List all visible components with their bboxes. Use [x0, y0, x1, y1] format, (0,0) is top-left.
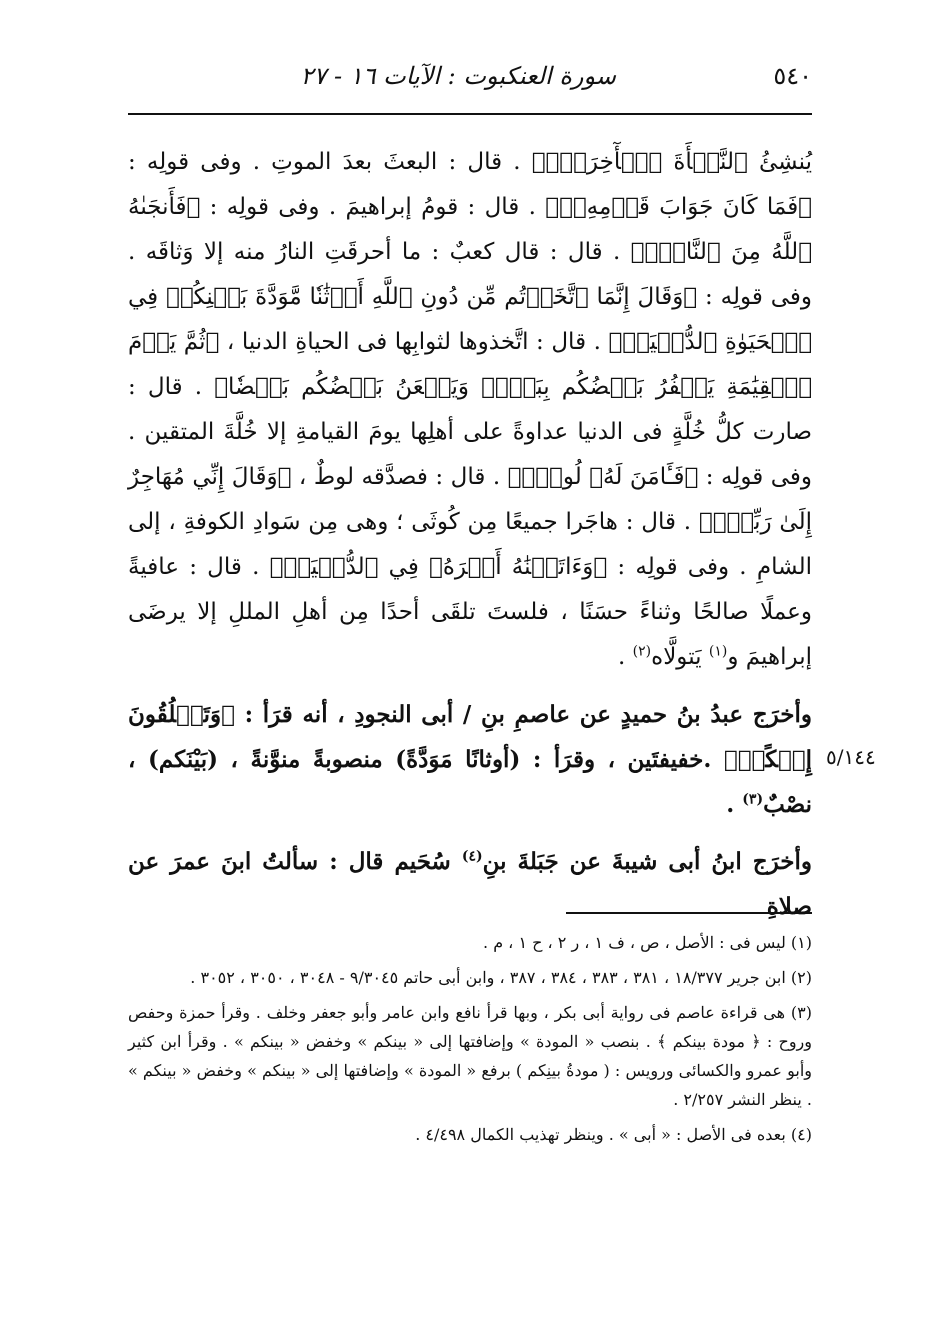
running-head: سورة العنكبوت : الآيات ١٦ - ٢٧	[300, 62, 616, 90]
paragraph-2-text: وأخرَج عبدُ بنُ حميدٍ عن عاصمِ بنِ / أبى النجودِ ، أنه قرَأ : ﴿وَتَخۡلُقُونَ إِفۡكًاۚ﴾ .خفيفتَين ، وقرَأ : (أوثانًا مَوَدَّةً) منصوبةً منوَّنةً ، (بَيْنَكم) ، نصْبٌ	[128, 701, 812, 818]
paragraph-3-end: سُحَيم قال : سألتُ ابنَ عمرَ عن صلاةِ	[128, 848, 812, 920]
footnote-4: (٤) بعده فى الأصل : « أبى » . وينظر تهذيب الكمال ٤/٤٩٨ .	[415, 1125, 812, 1144]
footnote-ref-1: (١)	[708, 643, 728, 660]
header-rule	[128, 113, 812, 115]
paragraph-1	[128, 140, 812, 680]
paragraph-2	[128, 692, 812, 827]
footnote-ref-2: (٢)	[632, 643, 652, 660]
page-number: ٥٤٠	[773, 62, 812, 90]
footnote-ref-3: (٣)	[742, 791, 764, 808]
paragraph-1-tail: يَتولَّاه	[651, 644, 702, 670]
footnote-ref-4: (٤)	[461, 848, 483, 865]
paragraph-3	[128, 839, 812, 929]
paragraph-1-text: يُنشِئُ ٱلنَّشۡأَةَ ٱلۡأٓخِرَةَۚ﴾ . قال : البعثَ بعدَ الموتِ . وفى قولِه : ﴿فَمَا كَانَ جَوَابَ قَوۡمِهِۦٓ﴾ . قال : قومُ إبراهيمَ . وفى قولِه : ﴿فَأَنجَىٰهُ ٱللَّهُ مِنَ ٱلنَّارِۚ﴾ . قال : قال كعبٌ : ما أحرقَتِ النارُ منه إلا وَثاقَه . وفى قولِه : ﴿وَقَالَ إِنَّمَا ٱتَّخَذۡتُم مِّن دُونِ ٱللَّهِ أَوۡثَٰنٗا مَّوَدَّةَ بَيۡنِكُمۡ فِي ٱلۡحَيَوٰةِ ٱلدُّنۡيَاۖ﴾ . قال : اتَّخذوها لثوابِها فى الحياةِ الدنيا ، ﴿ثُمَّ يَوۡمَ ٱلۡقِيَٰمَةِ يَكۡفُرُ بَعۡضُكُم بِبَعۡضٖ وَيَلۡعَنُ بَعۡضُكُم بَعۡضٗا﴾ . قال : صارت كلُّ خُلَّةٍ فى الدنيا عداوةً على أهلِها يومَ القيامةِ إلا خُلَّةَ المتقين . وفى قولِه : ﴿فَـَٔامَنَ لَهُۥ لُوطٞۘ﴾ . قال : فصدَّقه لوطٌ ، ﴿وَقَالَ إِنِّي مُهَاجِرٌ إِلَىٰ رَبِّيٓۖ﴾ . قال : هاجَرا جميعًا مِن كُوثَى ؛ وهى مِن سَوادِ الكوفةِ ، إلى الشامِ . وفى قولِه : ﴿وَءَاتَيۡنَٰهُ أَجۡرَهُۥ فِي ٱلدُّنۡيَاۖ﴾ . قال : عافيةً وعملًا صالحًا وثناءً حسَنًا ، فلستَ تلقَى أحدًا مِن أهلِ المللِ إلا يرضَى إبراهيمَ و	[128, 149, 812, 670]
paragraph-2-end: .	[726, 791, 735, 818]
page-header	[128, 56, 812, 96]
main-text	[128, 140, 812, 929]
margin-reference: ٥/١٤٤	[826, 745, 876, 769]
footnote-3: (٣) هى قراءة عاصم فى رواية أبى بكر ، وبها قرأ نافع وابن عامر وأبو جعفر وخلف . وقرأ حمزة وحفص وروح : ﴿ مودة بينكم ﴾ . بنصب « المودة » وإضافتها إلى « بينكم » وخفض « بينكم » . وقرأ ابن كثير وأبو عمرو والكسائى ورويس : ( مودةُ بينِكم ) برفع « المودة » وإضافتها إلى « بينكم » وخفض « بينكم » . ينظر النشر ٢/٢٥٧ .	[128, 1003, 812, 1109]
footnotes	[128, 928, 812, 1155]
paragraph-1-end: .	[618, 644, 626, 670]
paragraph-3-text: وأخرَج ابنُ أبى شيبةَ عن جَبَلةَ بنِ	[482, 848, 812, 875]
footnote-rule	[566, 912, 812, 914]
footnote-1: (١) ليس فى : الأصل ، ص ، ف ١ ، ر ٢ ، ح ١ ، م .	[483, 933, 812, 952]
footnote-2: (٢) ابن جرير ١٨/٣٧٧ ، ٣٨١ ، ٣٨٣ ، ٣٨٤ ، ٣٨٧ ، وابن أبى حاتم ٩/٣٠٤٥ - ٣٠٤٨ ، ٣٠٥٠ ، ٣٠٥٢ .	[190, 968, 812, 987]
